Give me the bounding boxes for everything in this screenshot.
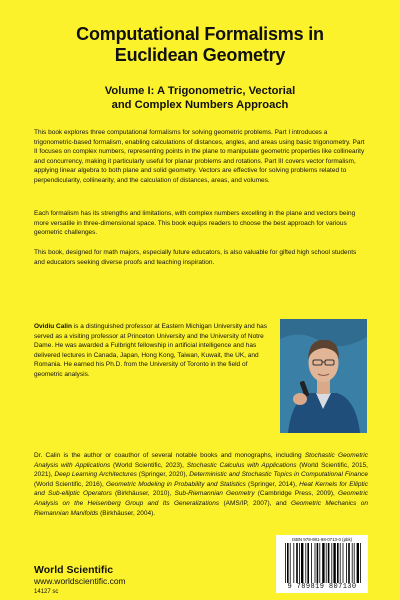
book-subtitle	[0, 84, 400, 112]
publisher-name: World Scientific	[34, 564, 114, 576]
author-photo	[280, 319, 367, 433]
book-title-8: Geometric Analysis on the Heisenberg Group and Its Generalizations	[34, 490, 369, 507]
author-bio-text: is a distinguished professor at Eastern Michigan University and has served as a visiting professor at Princeton University and the University of Notre Dame. He was awarded a Fulbright fellowship in artificial intelligence and has delivered lectures in Canada, Japan, Hong Kong, Taiwan, Kuwait, the UK, and Romania. He earned his Ph.D. from the University of Toronto in the field of geometric analysis.	[34, 323, 268, 378]
books-text-10: (Birkhäuser, 2004).	[98, 509, 156, 517]
product-code: 14127 sc	[34, 589, 59, 595]
books-text-9: (AMS/IP, 2007), and	[219, 499, 292, 507]
book-title-4: Deterministic and Stochastic Topics in Computational Finance	[189, 471, 369, 479]
books-text-3: (World Scientific, 2015, 2021),	[34, 461, 368, 479]
description-paragraph-3: This book, designed for math majors, especially future educators, is also valuable for gifted high school students and educators seeking diverse proofs and teaching inspiration.	[34, 249, 357, 266]
subtitle-line-2: and Complex Numbers Approach	[111, 99, 289, 111]
isbn-digits: 9 789819 807130	[287, 583, 357, 591]
author-bio	[34, 322, 274, 380]
barcode-bars	[285, 543, 363, 583]
book-title-7: Sub-Riemannian Geometry	[174, 490, 255, 498]
title-line-1: Computational Formalisms in	[76, 24, 324, 44]
book-title-5: Geometric Modeling in Probability and Statistics	[105, 480, 246, 488]
title-line-2: Euclidean Geometry	[114, 45, 286, 65]
book-title-6: Heat Kernels for Elliptic and Sub-elliptic Operators	[34, 480, 368, 498]
books-text-8: (Cambridge Press, 2009),	[254, 490, 339, 498]
publisher-url[interactable]: www.worldscientific.com	[34, 576, 126, 586]
description-paragraph-2: Each formalism has its strengths and limitations, with complex numbers excelling in the plane and vectors being more versatile in three-dimensional space. This book equips readers to choose the best approach for various geometric challenges.	[34, 210, 356, 237]
books-text-7: (Birkhäuser, 2010),	[111, 490, 175, 498]
book-title-2: Stochastic Calculus with Applications	[186, 461, 297, 469]
books-text-5: (World Scientific, 2016),	[34, 480, 106, 488]
books-text-4: (Springer, 2020),	[136, 471, 190, 479]
publisher-block	[34, 564, 126, 597]
description-paragraph-1: This book explores three computational formalisms for solving geometric problems. Part I introduces a trigonometric-based formalism, enabling calculations of distances, angles, and areas using basic trigonometry. Part II focuses on complex numbers, representing points in the plane to manipulate geometric properties like collinearity and concurrency, making it particularly useful for planar problems and rotations. Part III covers vector formalism, applying linear algebra to both plane and solid geometry. Vectors are effective for solving problems related to perpendicularity, collinearity, and the calculation of distances, areas, and volumes.	[34, 129, 365, 184]
author-name: Ovidiu Calin	[34, 323, 72, 330]
book-title-3: Deep Learning Architectures	[54, 471, 137, 479]
books-paragraph	[34, 451, 368, 518]
books-text-1: Dr. Calin is the author or coauthor of several notable books and monographs, including	[34, 452, 305, 459]
isbn-label: ISBN 978-981-98-0713-0 (pbk)	[291, 537, 353, 542]
subtitle-line-1: Volume I: A Trigonometric, Vectorial	[104, 85, 296, 97]
book-title-1: Stochastic Geometric Analysis with Applications	[34, 452, 368, 469]
books-text-6: (Springer, 2014),	[245, 480, 300, 488]
book-title	[0, 24, 400, 66]
book-title-9: Geometric Mechanics on Riemannian Manifolds	[34, 499, 369, 517]
author-portrait-illustration	[280, 319, 367, 433]
books-text-2: (World Scientific, 2023),	[110, 461, 187, 469]
isbn-barcode	[276, 535, 368, 593]
